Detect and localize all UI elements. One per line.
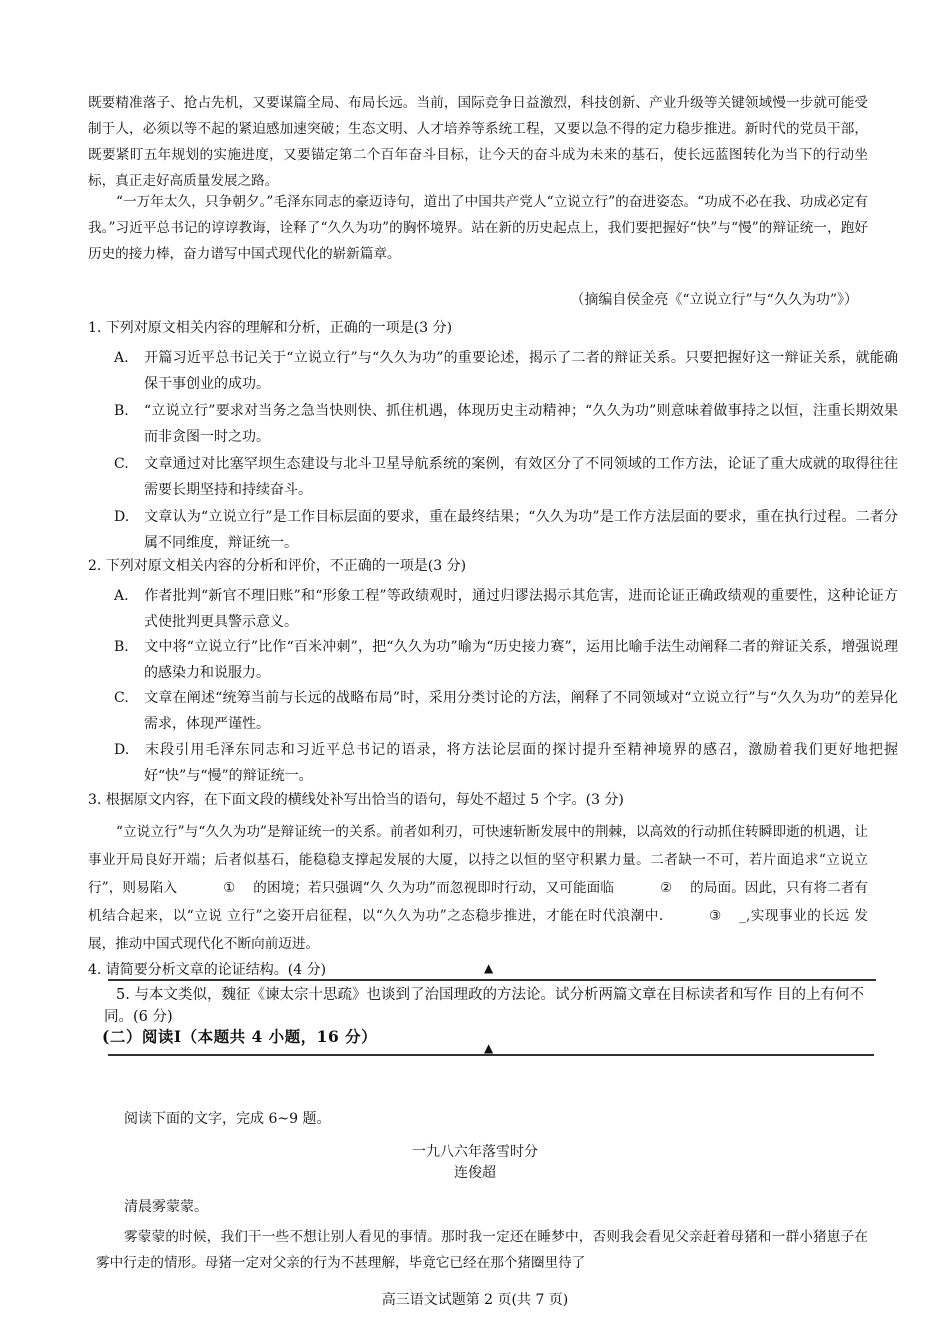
q2-stem: 2. 下列对原文相关内容的分析和评价，不正确的一项是(3 分) — [88, 558, 467, 574]
q4-answer-marker-icon: ▲ — [484, 961, 494, 975]
passage2-title: 一九八六年落雪时分 — [412, 1144, 538, 1160]
q3-passage — [88, 818, 868, 958]
q3-text-c: 的局面。因此，只有将二者有机结合起来，以“立说 立行”之姿开启征程，以“久久为功”之态稳步推进，才能在时代浪潮中. — [88, 880, 869, 924]
q1-option-c[interactable] — [114, 451, 898, 503]
q2-option-d[interactable] — [114, 737, 898, 789]
q5-stem-text: 5. 与本文类似，魏征《谏太宗十思疏》也谈到了治国理政的方法论。试分析两篇文章在目标读者和写作 目的上有何不同。(6 分) — [104, 987, 865, 1025]
q1-option-a[interactable] — [114, 345, 898, 397]
q1-option-b-text: “立说立行”要求对当务之急当快则快、抓住机遇，体现历史主动精神；“久久为功”则意味着做事持之以恒，注重长期效果而非贪图一时之功。 — [144, 403, 898, 445]
q5-answer-marker-icon: ▲ — [484, 1041, 494, 1055]
q1-option-d-label: D. — [114, 509, 130, 525]
q2-option-d-text: 末段引用毛泽东同志和习近平总书记的语录，将方法论层面的探讨提升至精神境界的感召，激励着我们更好地把握好“快”与“慢”的辩证统一。 — [144, 742, 898, 784]
q2-option-d-label: D. — [114, 742, 130, 758]
passage1-para1: 既要精准落子、抢占先机，又要谋篇全局、布局长远。当前，国际竞争日益激烈，科技创新、产业升级等关键领域慢一步就可能受制于人，必须以等不起的紧迫感加速突破；生态文明、人才培养等系统工程，又要以急不得的定力稳步推进。新时代的党员干部，既要紧盯五年规划的实施进度，又要锚定第二个百年奋斗目标，让今天的奋斗成为未来的基石，使长远蓝图转化为当下的行动坐标，真正走好高质量发展之路。 — [88, 95, 868, 189]
passage2-para2: 雾蒙蒙的时候，我们干一些不想让别人看见的事情。那时我一定还在睡梦中，否则我会看见父亲赶着母猪和一群小猪崽子在雾中行走的情形。母猪一定对父亲的行为不甚理解，毕竟它已经在那个猪圈里待了 — [96, 1229, 868, 1271]
q3-blank-3[interactable]: ③ — [709, 908, 722, 924]
divider-bottom — [108, 1054, 874, 1056]
q2-option-c[interactable] — [114, 685, 898, 737]
passage2-author: 连俊超 — [454, 1165, 496, 1181]
q2-option-b[interactable] — [114, 634, 898, 686]
passage1-source: （摘编自侯金亮《“立说立行”与“久久为功”》） — [570, 292, 858, 308]
q5-stem — [104, 984, 879, 1028]
q3-stem: 3. 根据原文内容，在下面文段的横线处补写出恰当的语句，每处不超过 5 个字。(3 分) — [88, 792, 624, 808]
q1-option-b-label: B. — [114, 403, 129, 419]
q1-option-c-label: C. — [114, 456, 129, 472]
q2-option-a[interactable] — [114, 583, 898, 635]
q2-option-c-label: C. — [114, 690, 129, 706]
divider-top — [108, 979, 876, 981]
q2-option-a-label: A. — [114, 588, 129, 604]
q3-text-b: 的困境；若只强调“久 久为功”而忽视即时行动，又可能面临 — [253, 880, 615, 896]
q1-option-c-text: 文章通过对比塞罕坝生态建设与北斗卫星导航系统的案例，有效区分了不同领域的工作方法，论证了重大成就的取得往往需要长期坚持和持续奋斗。 — [144, 456, 898, 498]
q3-text-d: _,实现事业的长远 发展，推动中国式现代化不断向前迈进。 — [88, 908, 868, 952]
page-footer: 高三语文试题第 2 页(共 7 页) — [381, 1292, 569, 1308]
q1-option-a-text: 开篇习近平总书记关于“立说立行”与“久久为功”的重要论述，揭示了二者的辩证关系。只要把握好这一辩证关系，就能确保干事创业的成功。 — [144, 350, 898, 392]
passage2-para1: 清晨雾蒙蒙。 — [124, 1199, 208, 1215]
q1-option-d[interactable] — [114, 504, 898, 556]
q3-blank-2[interactable]: ② — [659, 880, 673, 896]
q3-blank-1[interactable]: ① — [223, 880, 236, 896]
q4-stem: 4. 请简要分析文章的论证结构。(4 分) — [88, 962, 327, 978]
q1-option-b[interactable] — [114, 398, 898, 450]
q3-text-a: “立说立行”与“久久为功”是辩证统一的关系。前者如利刃，可快速斩断发展中的荆棘，以高效的行动抓住转瞬即逝的机遇，让事业开局良好开端；后者似基石，能稳稳支撑起发展的大厦，以持之以恒的坚守积累力量。二者缺一不可，若片面追求“立说立行”，则易陷入 — [88, 824, 868, 896]
q2-option-b-text: 文中将“立说立行”比作“百米冲刺”，把“久久为功”喻为“历史接力赛”，运用比喻手法生动阐释二者的辩证关系，增强说理的感染力和说服力。 — [144, 639, 898, 681]
q2-option-b-label: B. — [114, 639, 129, 655]
q2-option-c-text: 文章在阐述“统筹当前与长远的战略布局”时，采用分类讨论的方法，阐释了不同领域对“立说立行”与“久久为功”的差异化需求，体现严谨性。 — [144, 690, 898, 732]
q1-option-a-label: A. — [114, 350, 129, 366]
passage2-intro: 阅读下面的文字，完成 6~9 题。 — [124, 1111, 331, 1127]
passage1-para2: “一万年太久，只争朝夕。”毛泽东同志的豪迈诗句，道出了中国共产党人“立说立行”的奋进姿态。“功成不必在我、功成必定有我。”习近平总书记的谆谆教诲，诠释了“久久为功”的胸怀境界。站在新的历史起点上，我们要把握好“快”与“慢”的辩证统一，跑好历史的接力棒，奋力谱写中国式现代化的崭新篇章。 — [88, 194, 868, 262]
section2-title: (二）阅读Ⅰ（本题共 4 小题，16 分） — [102, 1027, 378, 1046]
q1-option-d-text: 文章认为“立说立行”是工作目标层面的要求，重在最终结果；“久久为功”是工作方法层面的要求，重在执行过程。二者分属不同维度，辩证统一。 — [144, 509, 898, 551]
q1-stem: 1. 下列对原文相关内容的理解和分析，正确的一项是(3 分) — [88, 320, 453, 336]
q2-option-a-text: 作者批判“新官不理旧账”和“形象工程”等政绩观时，通过归谬法揭示其危害，进而论证正确政绩观的重要性，这种论证方式使批判更具警示意义。 — [144, 588, 898, 630]
